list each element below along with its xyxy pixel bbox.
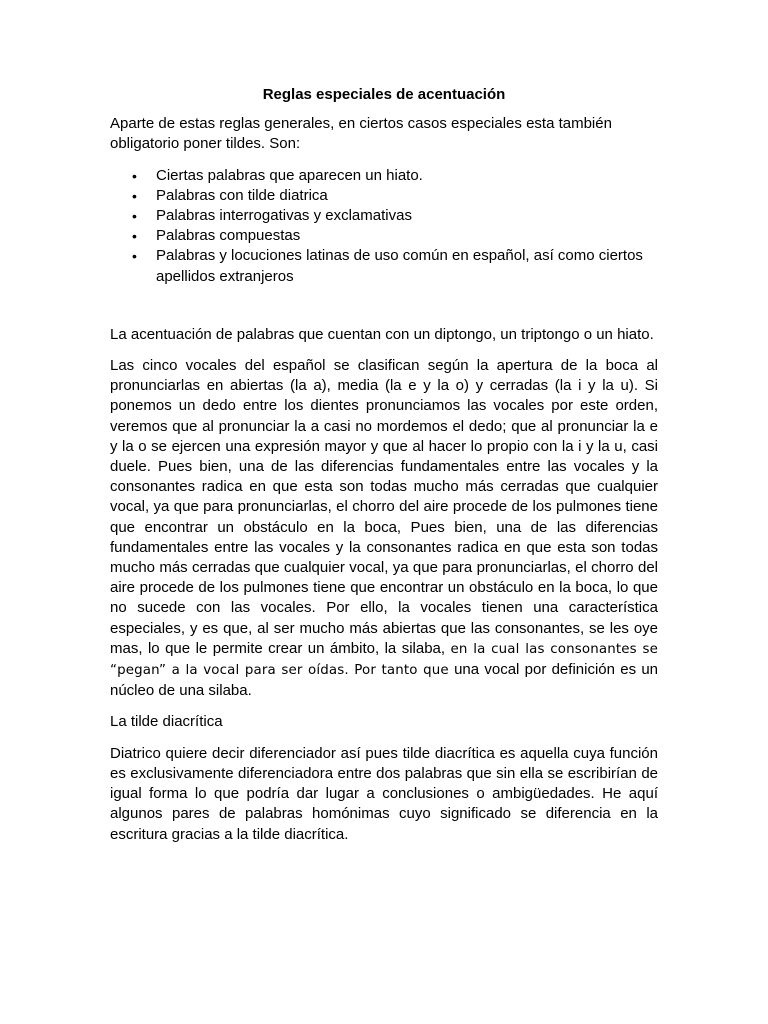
diptongo-paragraph: La acentuación de palabras que cuentan con un diptongo, un triptongo o un hiato.	[110, 325, 654, 343]
list-item	[110, 246, 658, 286]
bullet-icon: •	[132, 167, 137, 184]
section-heading-tilde: La tilde diacrítica	[110, 713, 223, 731]
vocales-text-main: Las cinco vocales del español se clasifican según la apertura de la boca al pronunciarlas en abiertas (la a), media (la e y la o) y cerradas (la i y la u). Si ponemos un dedo entre los dientes pronunciamos las vocales por este orden, veremos que al pronunciar la a casi no mordemos el dedo; que al pronunciar la e y la o se ejercen una expresión mayor y que al hacer lo propio con la i y la u, casi duele. Pues bien, una de las diferencias fundamentales entre las vocales y la consonantes radica en que esta son todas mucho más cerradas que cualquier vocal, ya que para pronunciarlas, el chorro del aire procede de los pulmones tiene que encontrar un obstáculo en la boca, Pues bien, una de las diferencias fundamentales entre las vocales y la consonantes radica en que esta son todas mucho más cerradas que cualquier vocal, ya que para pronunciarlas, el chorro del aire procede de los pulmones tiene que encontrar un obstáculo en la boca, lo que no sucede con las vocales. Por ello, la vocales tienen una característica especiales, y es que, al ser mucho más abiertas que las consonantes, se les oye mas, lo que le permite crear un ámbito, la silaba,	[110, 357, 658, 657]
list-item-text: Palabras con tilde diatrica	[156, 186, 328, 204]
document-page	[110, 85, 658, 856]
vocales-text-alt-font: en la cual las consonantes se “pegan” a la vocal para ser oídas. Por tanto que	[110, 641, 658, 679]
bullet-list	[110, 166, 658, 287]
list-item-text: Palabras interrogativas y exclamativas	[156, 207, 412, 225]
vocales-paragraph	[110, 356, 658, 701]
document-title: Reglas especiales de acentuación	[262, 86, 506, 103]
intro-paragraph: Aparte de estas reglas generales, en ciertos casos especiales esta también obligatorio poner tildes. Son:	[110, 115, 612, 153]
bullet-icon: •	[132, 187, 137, 204]
list-item-text: Palabras y locuciones latinas de uso común en español, así como ciertos apellidos extranjeros	[156, 247, 643, 285]
vocales-text-end: una vocal por definición es un núcleo de una silaba.	[110, 661, 659, 700]
spacer	[110, 287, 658, 325]
list-item	[110, 226, 658, 246]
list-item	[110, 166, 658, 186]
list-item-text: Ciertas palabras que aparecen un hiato.	[156, 166, 423, 184]
diatrico-paragraph: Diatrico quiere decir diferenciador así pues tilde diacrítica es aquella cuya función es exclusivamente diferenciadora entre dos palabras que sin ella se escribirían de igual forma lo que podría dar lugar a conclusiones o ambigüedades. He aquí algunos pares de palabras homónimas cuyo significado se diferencia en la escritura gracias a la tilde diacrítica.	[110, 744, 658, 843]
list-item	[110, 206, 658, 226]
bullet-icon: •	[132, 248, 137, 265]
bullet-icon: •	[132, 208, 137, 225]
list-item-text: Palabras compuestas	[156, 227, 301, 245]
list-item	[110, 186, 658, 206]
bullet-icon: •	[132, 228, 137, 245]
